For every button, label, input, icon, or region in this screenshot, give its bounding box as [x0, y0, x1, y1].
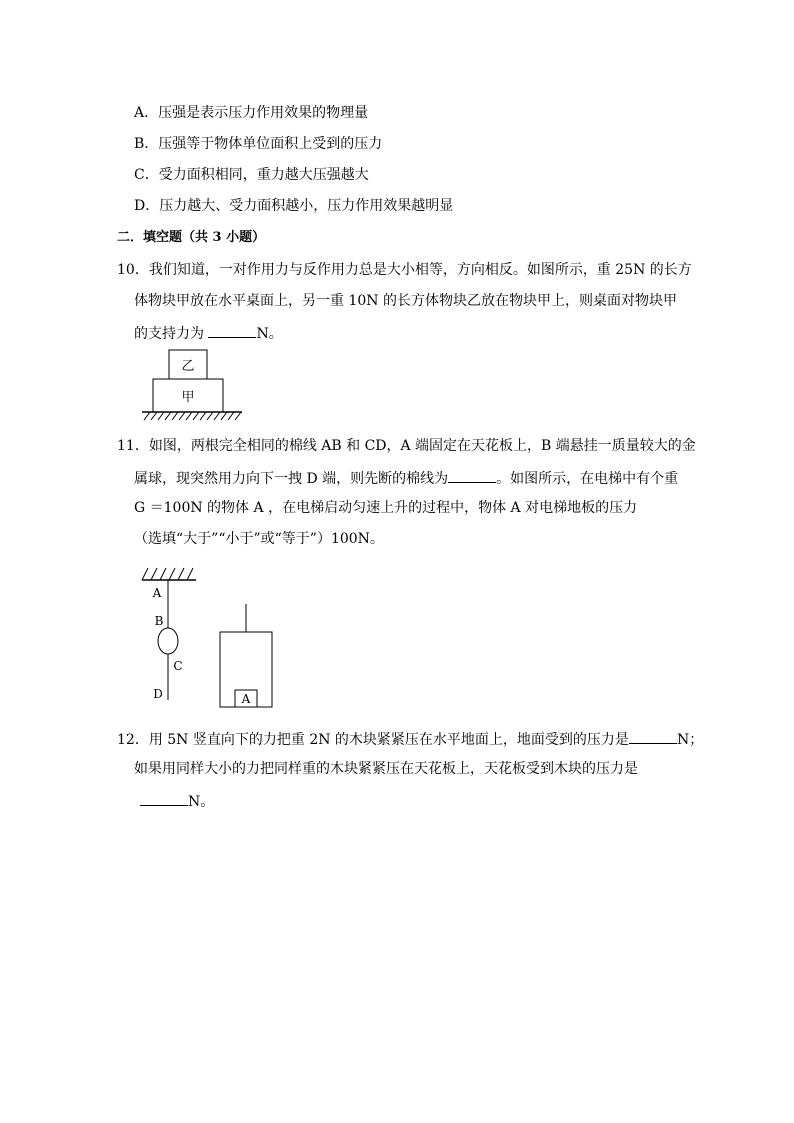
q10-figure [138, 348, 248, 424]
q12-line3-post: N。 [188, 794, 215, 810]
section-title: 二．填空题（共 3 小题） [117, 230, 266, 245]
option-d: D．压力越大、受力面积越小，压力作用效果越明显 [134, 198, 454, 214]
q12-answer-blank-2[interactable] [140, 791, 188, 806]
metal-ball [158, 628, 178, 654]
q11-line2-pre: 属球，现突然用力向下一拽 D 端，则先断的棉线为 [134, 471, 449, 487]
q10-line1: 10．我们知道，一对作用力与反作用力总是大小相等，方向相反。如图所示，重 25N 的长方 [117, 262, 692, 278]
label-c: C [173, 659, 183, 673]
object-a-label: A [241, 692, 251, 706]
block-jia-label: 甲 [181, 390, 195, 405]
table-hatching [144, 412, 241, 420]
q11-line1: 11．如图，两根完全相同的棉线 AB 和 CD，A 端固定在天花板上，B 端悬挂一质量较大的金 [117, 438, 696, 454]
q12-line1 [117, 729, 703, 749]
q11-line4: （选填“大于”“小于”或“等于”）100N。 [134, 531, 384, 547]
q10-line3 [134, 323, 283, 343]
q11-answer-blank[interactable] [448, 468, 496, 483]
q10-line2: 体物块甲放在水平桌面上，另一重 10N 的长方体物块乙放在物块甲上，则桌面对物块甲 [134, 293, 677, 309]
q10-answer-blank[interactable] [208, 323, 256, 338]
option-b: B．压强等于物体单位面积上受到的压力 [134, 136, 383, 152]
q10-line3-pre: 的支持力为 [134, 326, 209, 342]
label-b: B [154, 614, 164, 628]
q12-line1-pre: 12．用 5N 竖直向下的力把重 2N 的木块紧紧压在水平地面上，地面受到的压力是 [117, 732, 629, 748]
q12-line3 [134, 791, 214, 811]
q11-line3: G ＝100N 的物体 A ，在电梯启动匀速上升的过程中，物体 A 对电梯地板的压力 [134, 500, 638, 516]
q10-line3-post: N。 [256, 326, 283, 342]
label-d: D [153, 687, 163, 701]
q11-figure [138, 562, 278, 712]
ceiling-hatching [142, 568, 193, 580]
block-yi-label: 乙 [181, 359, 195, 374]
q11-line2 [134, 468, 678, 488]
q12-line1-post: N； [676, 732, 704, 748]
label-a: A [152, 586, 162, 600]
q11-line2-post: 。如图所示，在电梯中有个重 [496, 471, 679, 487]
q12-answer-blank-1[interactable] [629, 729, 677, 744]
option-c: C．受力面积相同，重力越大压强越大 [134, 167, 369, 183]
q12-line2: 如果用同样大小的力把同样重的木块紧紧压在天花板上，天花板受到木块的压力是 [134, 761, 638, 777]
option-a: A．压强是表示压力作用效果的物理量 [134, 105, 369, 121]
